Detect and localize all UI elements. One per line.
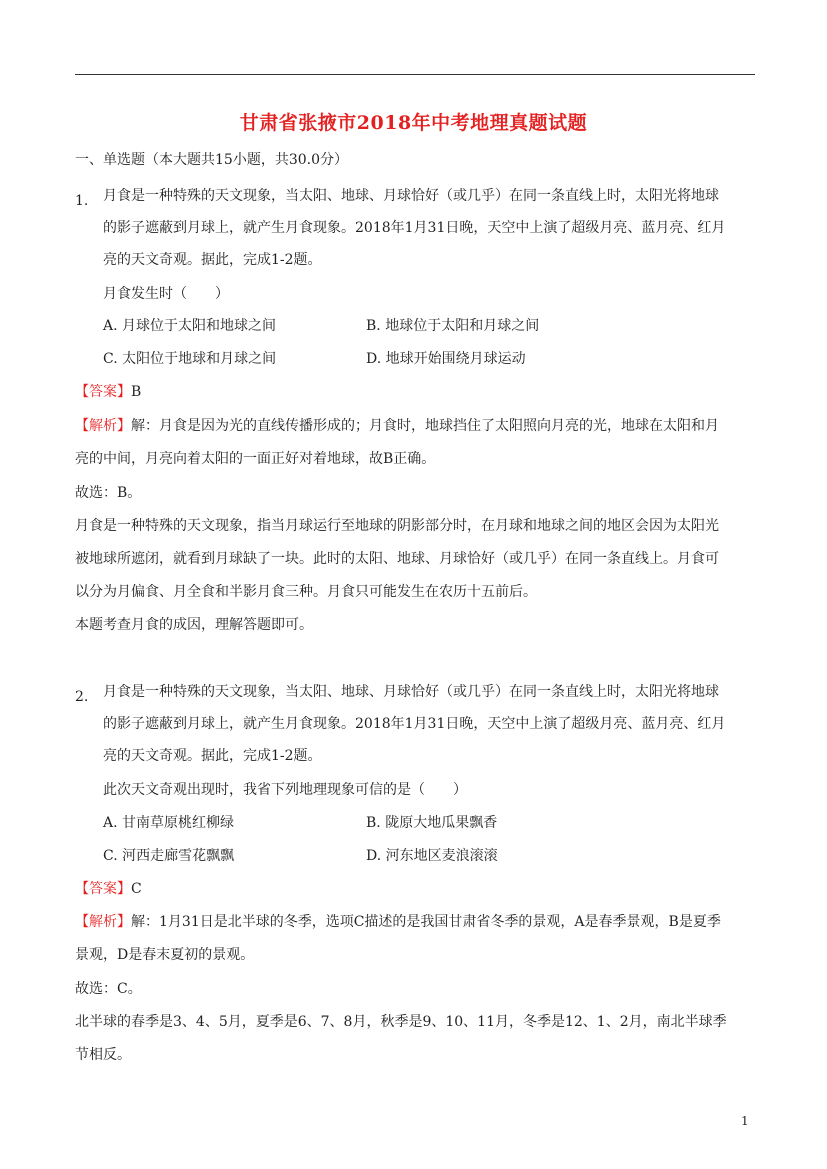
answer-tag: 【答案】	[75, 384, 131, 400]
analysis-text: 本题考查月食的成因，理解答题即可。	[75, 617, 313, 633]
analysis-text: 节相反。	[75, 1047, 131, 1063]
option-c: C. 河西走廊雪花飘飘	[103, 848, 235, 864]
answer-tag: 【答案】	[75, 881, 131, 897]
analysis-text: 故选：B。	[75, 485, 142, 501]
question-stem-line: 亮的天文奇观。据此，完成1-2题。	[103, 252, 322, 268]
analysis-text: 以分为月偏食、月全食和半影月食三种。月食只可能发生在农历十五前后。	[75, 584, 537, 600]
question-stem-line: 的影子遮蔽到月球上，就产生月食现象。2018年1月31日晚，天空中上演了超级月亮、蓝月亮、红月	[103, 220, 726, 236]
analysis-tag: 【解析】	[75, 914, 131, 930]
question-stem-line: 的影子遮蔽到月球上，就产生月食现象。2018年1月31日晚，天空中上演了超级月亮、蓝月亮、红月	[103, 716, 726, 732]
analysis-text: 故选：C。	[75, 981, 142, 997]
analysis-tag: 【解析】	[75, 418, 131, 434]
analysis-text: 解：月食是因为光的直线传播形成的；月食时，地球挡住了太阳照向月亮的光，地球在太阳和月	[131, 418, 719, 434]
analysis-line	[75, 912, 721, 932]
analysis-text: 景观，D是春末夏初的景观。	[75, 947, 255, 963]
analysis-line	[75, 416, 719, 436]
option-d: D. 河东地区麦浪滚滚	[366, 848, 498, 864]
option-b: B. 陇原大地瓜果飘香	[366, 815, 498, 831]
document-title: 甘肃省张掖市2018年中考地理真题试题	[239, 112, 588, 134]
question-number: 2.	[75, 689, 89, 705]
answer-line	[75, 879, 142, 899]
option-d: D. 地球开始围绕月球运动	[366, 351, 526, 367]
option-a: A. 甘南草原桃红柳绿	[103, 815, 235, 831]
question-prompt: 月食发生时（ ）	[103, 286, 229, 302]
question-prompt: 此次天文奇观出现时，我省下列地理现象可信的是（ ）	[103, 782, 467, 798]
question-stem-line: 亮的天文奇观。据此，完成1-2题。	[103, 748, 322, 764]
answer-value: B	[131, 384, 142, 400]
question-number: 1.	[75, 193, 89, 209]
answer-line	[75, 382, 141, 402]
analysis-text: 北半球的春季是3、4、5月，夏季是6、7、8月，秋季是9、10、11月，冬季是12、1、2月，南北半球季	[75, 1014, 727, 1030]
header-rule	[75, 74, 755, 75]
option-a: A. 月球位于太阳和地球之间	[103, 318, 277, 334]
analysis-text: 被地球所遮闭，就看到月球缺了一块。此时的太阳、地球、月球恰好（或几乎）在同一条直线上。月食可	[75, 551, 719, 567]
option-b: B. 地球位于太阳和月球之间	[366, 318, 540, 334]
question-stem-line: 月食是一种特殊的天文现象，当太阳、地球、月球恰好（或几乎）在同一条直线上时，太阳光将地球	[103, 188, 719, 204]
analysis-text: 亮的中间，月亮向着太阳的一面正好对着地球，故B正确。	[75, 451, 436, 467]
option-c: C. 太阳位于地球和月球之间	[103, 351, 277, 367]
answer-value: C	[131, 881, 142, 897]
question-stem-line: 月食是一种特殊的天文现象，当太阳、地球、月球恰好（或几乎）在同一条直线上时，太阳光将地球	[103, 684, 719, 700]
page-number: 1	[741, 1114, 749, 1128]
section-heading: 一、单选题（本大题共15小题，共30.0分）	[75, 152, 348, 168]
analysis-text: 解：1月31日是北半球的冬季，选项C描述的是我国甘肃省冬季的景观，A是春季景观，B是夏季	[131, 914, 721, 930]
analysis-text: 月食是一种特殊的天文现象，指当月球运行至地球的阴影部分时，在月球和地球之间的地区会因为太阳光	[75, 518, 719, 534]
